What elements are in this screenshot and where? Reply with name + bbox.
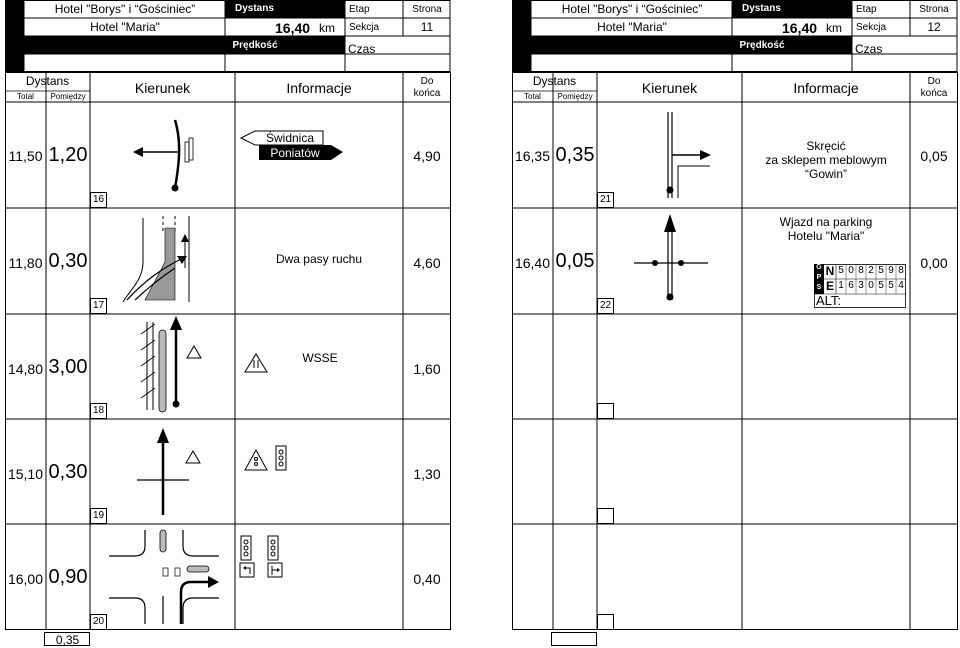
row-remaining: 4,60 xyxy=(413,255,441,271)
predkosc-label: Prędkość xyxy=(232,40,278,51)
dystans-value: 16,40 xyxy=(275,20,311,36)
col-pomiedzy: Pomiędzy xyxy=(557,92,593,101)
gps-digit: 5 xyxy=(838,265,844,276)
gps-digit: 5 xyxy=(878,265,884,276)
row-between: 0,05 xyxy=(555,250,595,272)
hotel-to: Hotel "Maria" xyxy=(90,20,160,34)
gps-digit: 0 xyxy=(848,265,854,276)
info-line: Skręcić xyxy=(806,139,846,153)
row-between: 0,90 xyxy=(48,566,88,588)
row-remaining: 1,60 xyxy=(413,361,441,377)
hotel-to: Hotel "Maria" xyxy=(597,20,667,34)
tulip-diagram-22 xyxy=(512,0,958,648)
row-index: 16 xyxy=(92,194,105,205)
col-informacje: Informacje xyxy=(793,80,859,96)
gps-digit: 0 xyxy=(868,280,874,291)
info-line: “Gowin” xyxy=(804,167,847,181)
gps-digit: 2 xyxy=(868,265,874,276)
col-informacje: Informacje xyxy=(286,80,352,96)
row-total: 15,10 xyxy=(7,466,44,482)
gps-digit: 5 xyxy=(878,280,884,291)
dystans-unit: km xyxy=(319,21,335,35)
row-index: 21 xyxy=(599,194,612,205)
strona-number: 12 xyxy=(927,20,941,34)
strona-label: Strona xyxy=(919,4,949,15)
info-line: Wjazd na parking xyxy=(779,215,873,229)
dystans-label: Dystans xyxy=(235,3,274,14)
gps-n-label: N xyxy=(825,264,835,278)
row-between: 0,35 xyxy=(555,144,595,166)
sekcja-label: Sekcja xyxy=(349,22,380,33)
gps-letter: G xyxy=(816,264,822,271)
row-index: 19 xyxy=(92,510,105,521)
row-info: Dwa pasy ruchu xyxy=(275,252,363,266)
row-total: 16,35 xyxy=(514,148,551,164)
info-line: za sklepem meblowym xyxy=(765,153,887,167)
predkosc-label: Prędkość xyxy=(739,40,785,51)
row-remaining: 1,30 xyxy=(413,466,441,482)
row-info: WSSE xyxy=(302,351,338,365)
roadbook-page-left xyxy=(5,0,451,648)
info-line: Hotelu "Maria" xyxy=(787,229,865,243)
row-total: 11,80 xyxy=(8,255,43,271)
col-dystans: Dystans xyxy=(532,74,577,88)
czas-label: Czas xyxy=(855,42,883,56)
gps-alt-label: ALT: xyxy=(816,293,842,308)
gps-digit: 3 xyxy=(858,280,864,291)
strona-number: 11 xyxy=(420,20,434,34)
roadbook-page-right xyxy=(512,0,958,648)
row-between: 0,30 xyxy=(48,461,88,483)
sekcja-label: Sekcja xyxy=(856,22,887,33)
gps-digit: 8 xyxy=(898,265,904,276)
col-kierunek: Kierunek xyxy=(134,80,191,96)
row-remaining: 0,05 xyxy=(920,148,948,164)
col-konca: końca xyxy=(920,88,948,99)
dystans-label: Dystans xyxy=(742,3,781,14)
hotel-from: Hotel "Borys" i “Gościniec” xyxy=(561,2,703,16)
strona-label: Strona xyxy=(412,4,442,15)
col-kierunek: Kierunek xyxy=(641,80,698,96)
gps-digit: 9 xyxy=(888,265,894,276)
gps-box xyxy=(814,264,906,308)
col-konca: końca xyxy=(413,88,441,99)
col-pomiedzy: Pomiędzy xyxy=(50,92,86,101)
gps-letter: S xyxy=(816,284,822,291)
dystans-value: 16,40 xyxy=(782,20,818,36)
czas-label: Czas xyxy=(348,42,376,56)
row-total: 11,50 xyxy=(8,148,43,164)
row-remaining: 0,40 xyxy=(413,571,441,587)
tulip-diagram-20 xyxy=(5,0,451,648)
row-index: 17 xyxy=(92,300,105,311)
gps-digit: 6 xyxy=(848,280,854,291)
row-index: 20 xyxy=(92,616,105,627)
row-remaining: 0,00 xyxy=(920,255,948,271)
etap-label: Etap xyxy=(856,4,877,15)
footer-value: 0,35 xyxy=(55,633,80,647)
gps-letter: P xyxy=(816,274,822,281)
row-between: 1,20 xyxy=(48,144,88,166)
col-total: Total xyxy=(17,92,34,101)
col-do: Do xyxy=(927,76,941,87)
row-between: 0,30 xyxy=(48,250,88,272)
hotel-from: Hotel "Borys" i “Gościniec” xyxy=(54,2,196,16)
row-index: 18 xyxy=(92,405,105,416)
gps-digit: 8 xyxy=(858,265,864,276)
row-total: 14,80 xyxy=(7,361,44,377)
col-dystans: Dystans xyxy=(25,74,70,88)
col-do: Do xyxy=(420,76,434,87)
col-total: Total xyxy=(524,92,541,101)
gps-digit: 1 xyxy=(838,280,844,291)
sign-top: Świdnica xyxy=(265,131,315,145)
gps-digit: 4 xyxy=(898,280,904,291)
row-index: 22 xyxy=(599,300,612,311)
row-remaining: 4,90 xyxy=(413,148,441,164)
dystans-unit: km xyxy=(826,21,842,35)
row-between: 3,00 xyxy=(48,356,88,378)
etap-label: Etap xyxy=(349,4,370,15)
row-total: 16,40 xyxy=(514,255,551,271)
sign-bottom: Poniatów xyxy=(270,146,320,160)
row-total: 16,00 xyxy=(7,571,44,587)
gps-e-label: E xyxy=(825,279,834,293)
gps-digit: 5 xyxy=(888,280,894,291)
